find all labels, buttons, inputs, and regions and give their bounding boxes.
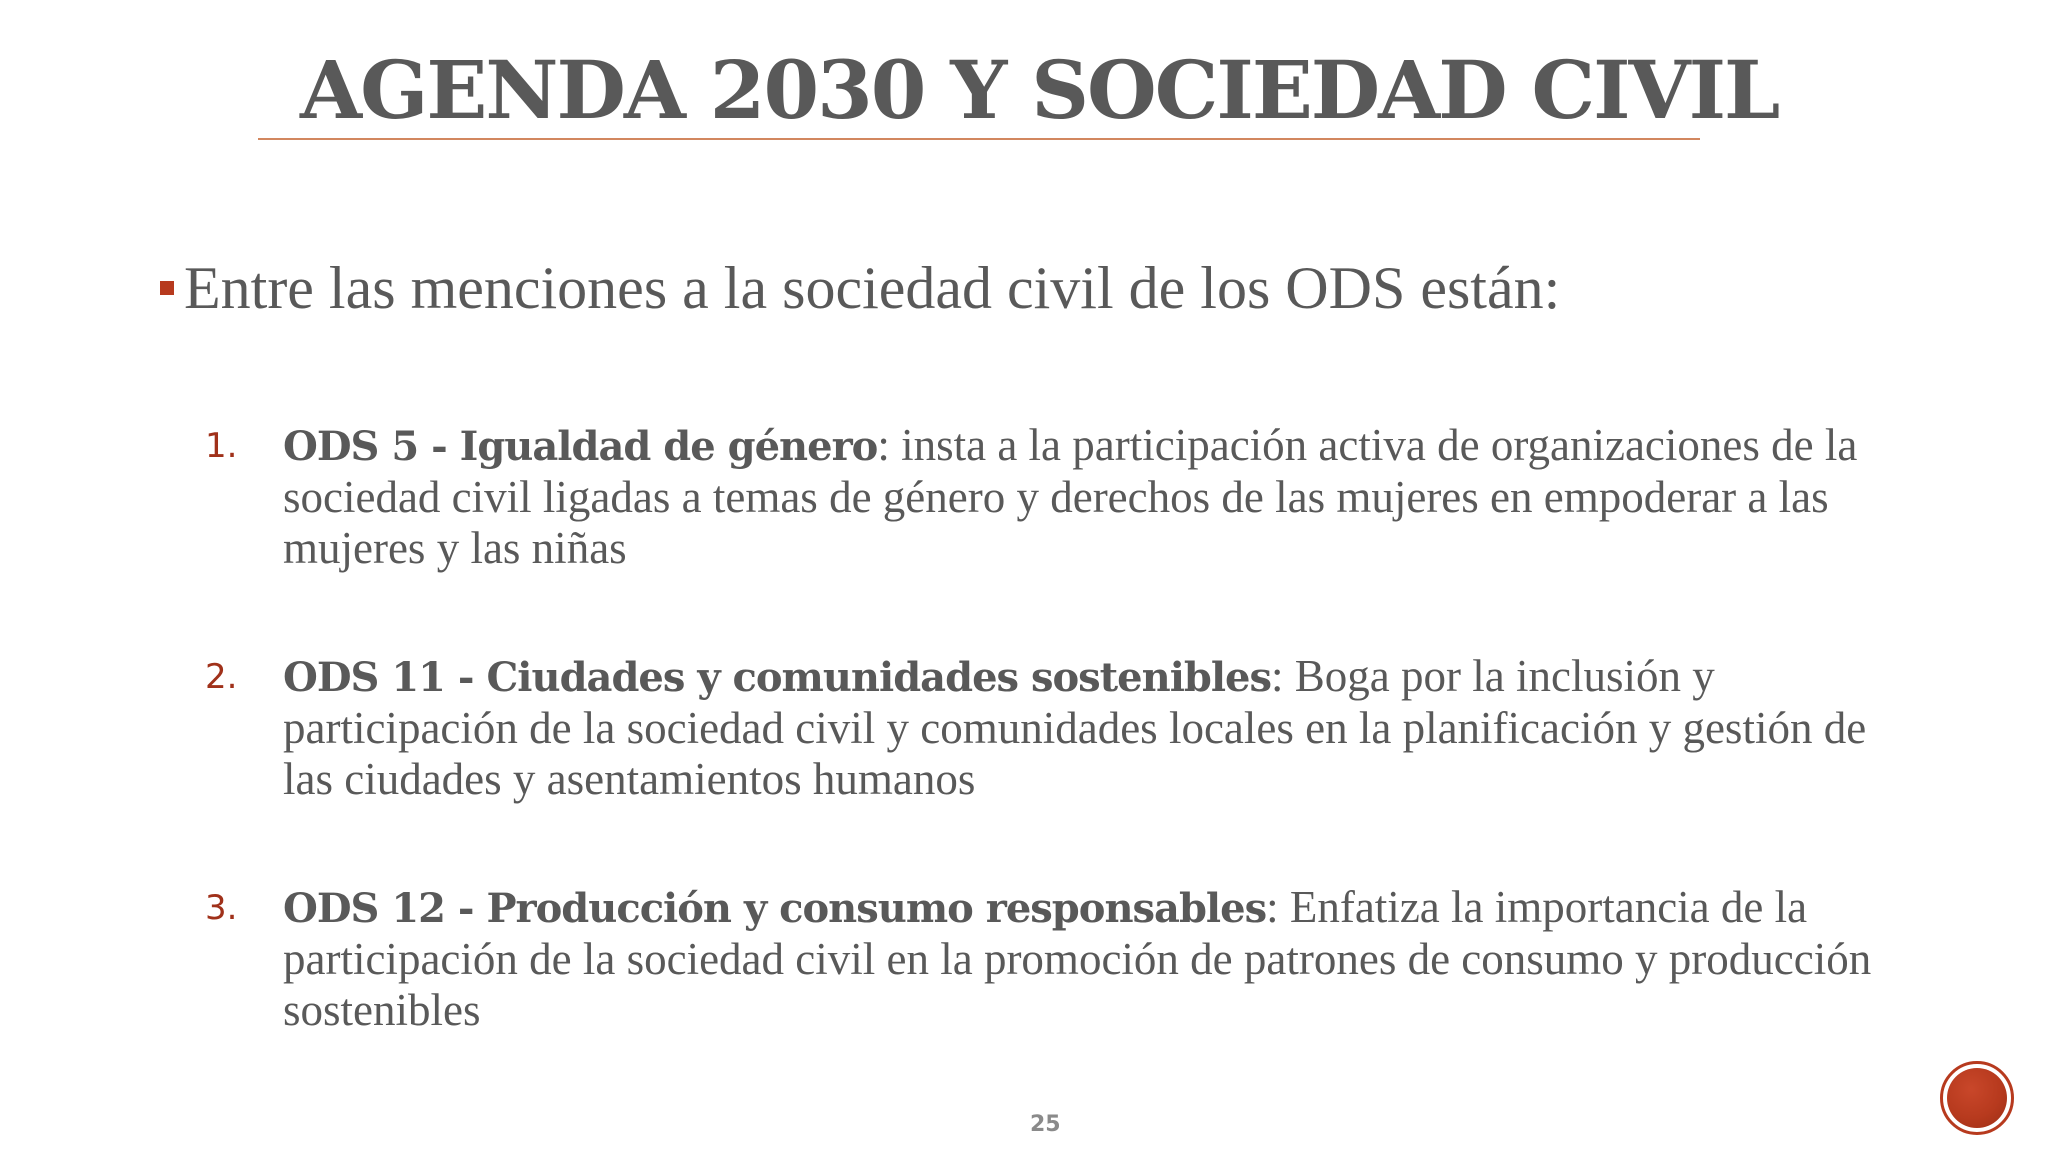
item-text-block [283, 651, 1903, 805]
slide-title: AGENDA 2030 Y SOCIEDAD CIVIL [300, 43, 1779, 137]
item-number: 2. [205, 657, 238, 697]
item-heading: ODS 12 - Producción y consumo responsables [283, 885, 1267, 932]
item-text-block [283, 420, 1903, 574]
item-description: : insta a la participación activa de organizaciones de la sociedad civil ligadas a temas de género y derechos de las mujeres en empoderar a las mujeres y las niñas [283, 420, 1858, 573]
circle-nav-icon[interactable] [1940, 1061, 2014, 1135]
item-number: 3. [205, 888, 238, 928]
circle-nav-fill [1947, 1068, 2007, 1128]
square-bullet-icon [160, 281, 174, 295]
page-number: 25 [1030, 1112, 1061, 1137]
intro-bullet [160, 250, 1560, 326]
item-number: 1. [205, 426, 238, 466]
title-divider [258, 138, 1700, 140]
item-text-block [283, 882, 1903, 1036]
item-heading: ODS 11 - Ciudades y comunidades sostenibles [283, 654, 1272, 701]
item-heading: ODS 5 - Igualdad de género [283, 423, 878, 470]
intro-text: Entre las menciones a la sociedad civil de los ODS están: [184, 255, 1561, 321]
item-description: : Boga por la inclusión y participación de la sociedad civil y comunidades locales en la planificación y gestión de las ciudades y asentamientos humanos [283, 651, 1867, 804]
item-description: : Enfatiza la importancia de la participación de la sociedad civil en la promoción de patrones de consumo y producción sostenibles [283, 882, 1872, 1035]
